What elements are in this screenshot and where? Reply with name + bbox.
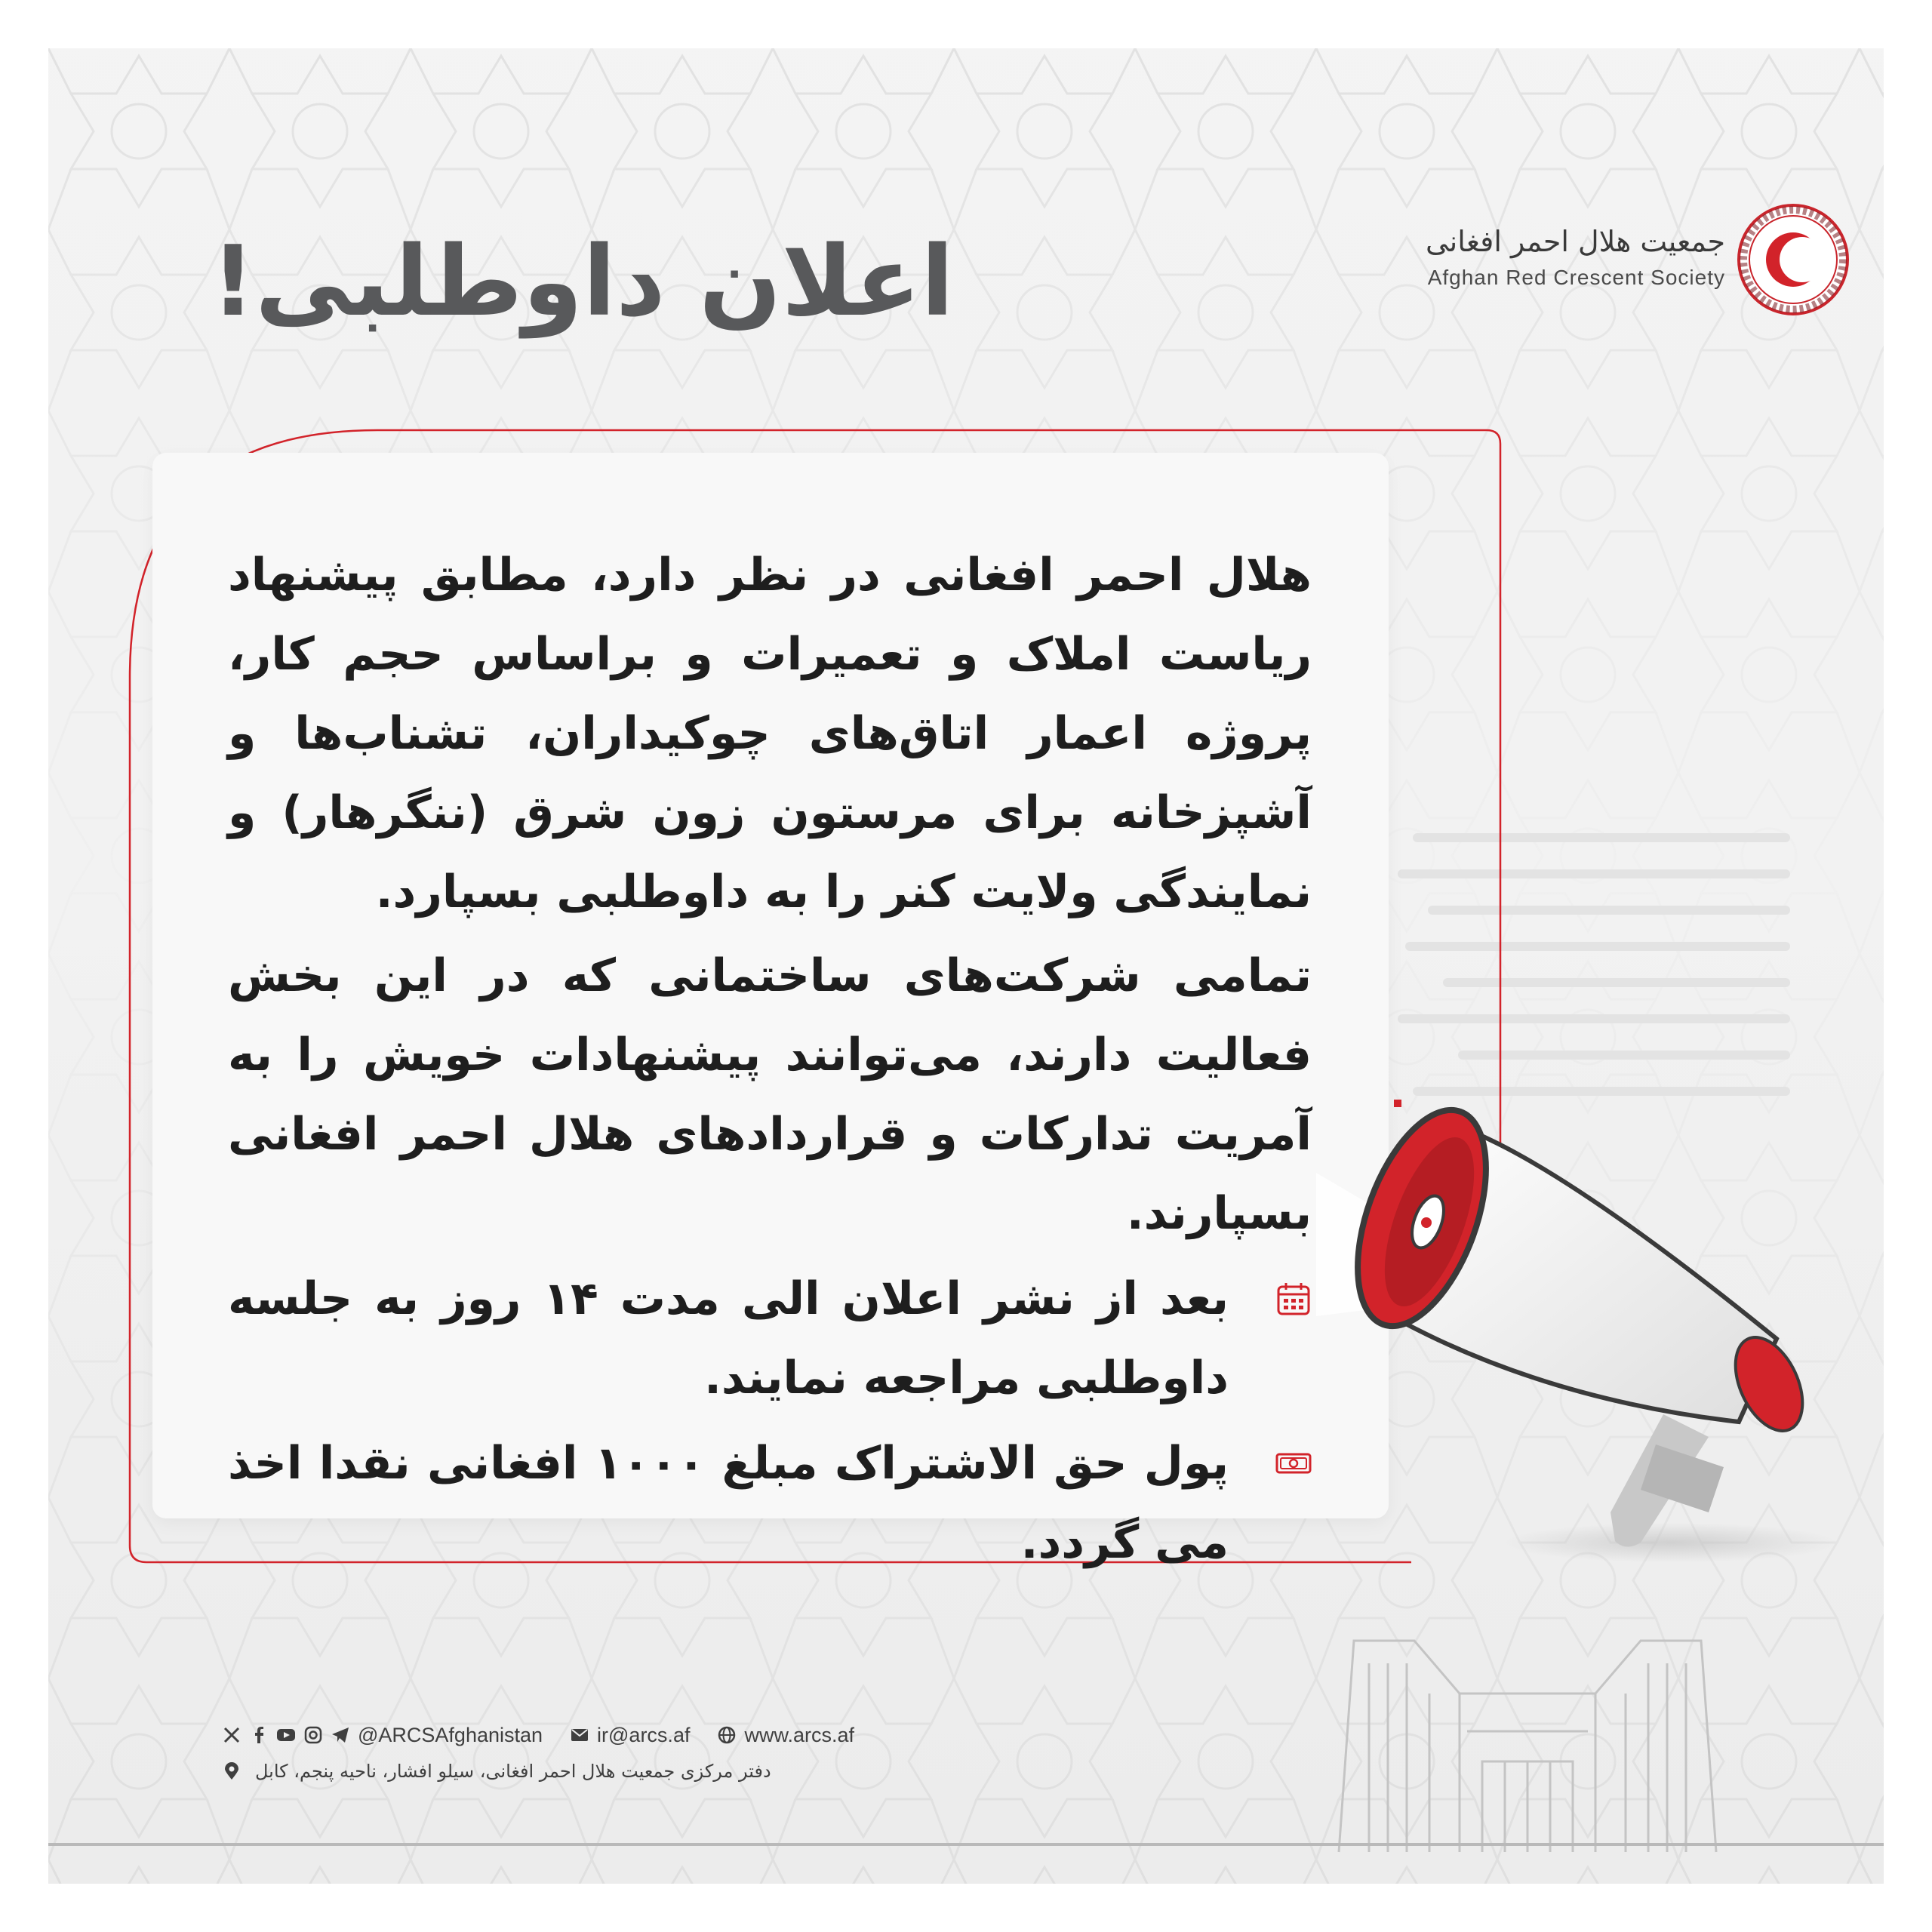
notice-paragraph-2: تمامی شرکت‌های ساختمانی که در این بخش فعالیت دارند، می‌توانند پیشنهادات خویش را به آمریت تدارکات و قراردادهای هلال احمر افغانی بسپارند.	[228, 949, 1312, 1240]
megaphone-illustration	[1316, 1090, 1884, 1573]
bullet-item-1	[228, 1260, 1312, 1418]
money-icon	[1275, 1445, 1312, 1481]
notice-body	[228, 536, 1312, 1569]
poster-canvas	[48, 48, 1884, 1884]
notice-card	[152, 453, 1389, 1569]
bullet-text-2: پول حق الاشتراک مبلغ ۱۰۰۰ افغانی نقدا اخذ می گردد.	[228, 1437, 1229, 1569]
building-illustration	[1316, 1626, 1739, 1867]
email-link[interactable]: ir@arcs.af	[597, 1723, 691, 1746]
facebook-icon[interactable]	[249, 1725, 269, 1745]
brand-text	[1333, 220, 1725, 293]
telegram-icon[interactable]	[331, 1725, 350, 1745]
bullet-item-2	[228, 1424, 1312, 1583]
brand-block	[1325, 199, 1854, 335]
youtube-icon[interactable]	[276, 1725, 296, 1745]
globe-icon	[717, 1725, 737, 1745]
address-text: دفتر مرکزی جمعیت هلال احمر افغانی، سیلو افشار، ناحیه پنجم، کابل	[255, 1761, 771, 1782]
page-title: اعلان داوطلبی!	[211, 226, 954, 338]
calendar-icon	[1275, 1281, 1312, 1317]
bullet-text-1: بعد از نشر اعلان الی مدت ۱۴ روز به جلسه داوطلبی مراجعه نمایند.	[228, 1272, 1229, 1404]
email-icon	[570, 1725, 589, 1745]
crescent-logo	[1733, 199, 1854, 320]
social-handle[interactable]: @ARCSAfghanistan	[358, 1723, 543, 1746]
footer	[222, 1716, 901, 1807]
org-name-en: Afghan Red Crescent Society	[1427, 266, 1725, 289]
website-link[interactable]: www.arcs.af	[744, 1723, 855, 1746]
location-pin-icon	[222, 1761, 242, 1781]
footer-contacts	[222, 1716, 901, 1754]
bottom-divider	[48, 1843, 1884, 1846]
instagram-icon[interactable]	[303, 1725, 323, 1745]
x-icon[interactable]	[222, 1725, 242, 1745]
notice-paragraph-1: هلال احمر افغانی در نظر دارد، مطابق پیشنهاد ریاست املاک و تعمیرات و براساس حجم کار، پروژه اعمار اتاق‌های چوکیداران، تشناب‌ها و آشپزخانه برای مرستون زون شرق (ننگرهار) و نمایندگی ولایت کنر را به داوطلبی بسپارد.	[228, 549, 1312, 918]
org-name-fa: جمعیت هلال احمر افغانی	[1426, 225, 1725, 258]
footer-address	[222, 1752, 901, 1790]
